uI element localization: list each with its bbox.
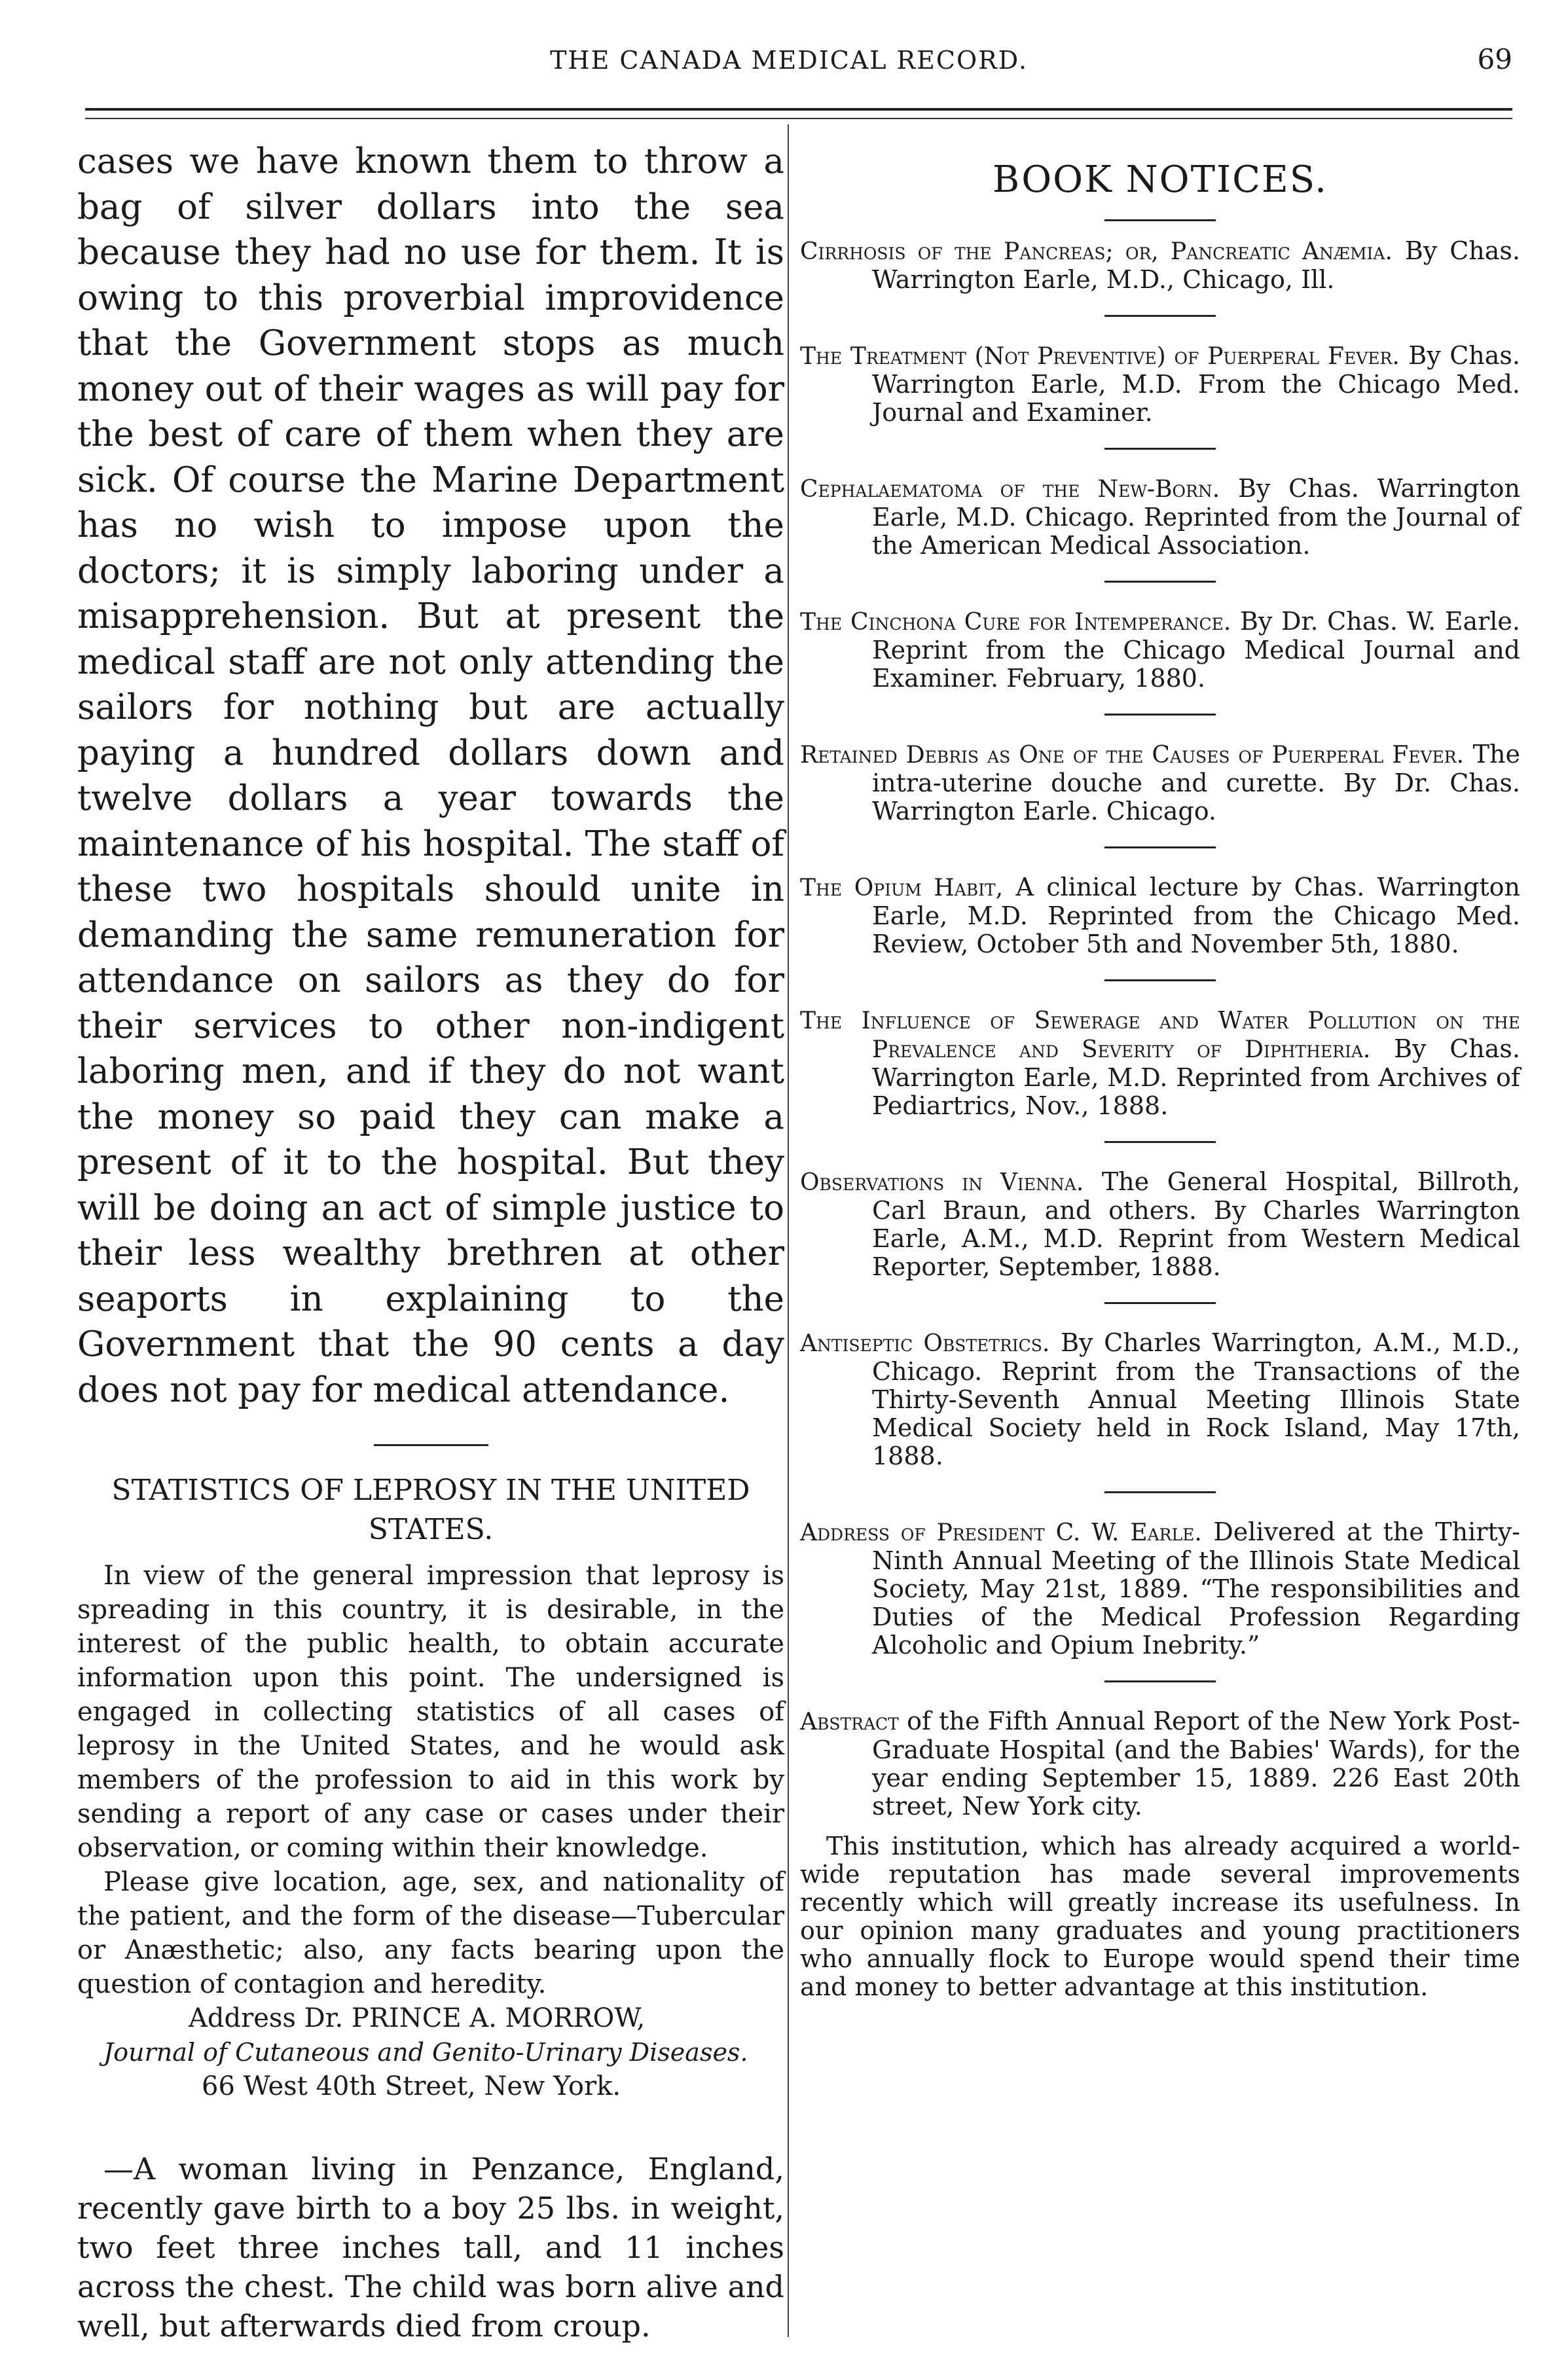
book-notice-title: Address of President C. W. Earle. [800, 1519, 1202, 1546]
book-notice-entry [800, 475, 1520, 560]
page-number: 69 [1477, 43, 1512, 75]
book-notice-entry [800, 1006, 1520, 1120]
book-notice-entry [800, 873, 1520, 958]
book-notice-detail: of the Fifth Annual Report of the New York Post-Graduate Hospital (and the Babies' Wards), for the year ending September 15, 1889. 226 East 20th street, New York city. [872, 1707, 1520, 1821]
leprosy-paragraph-2: Please give location, age, sex, and nationality of the patient, and the form of the disease—Tubercular or Anæsthetic; also, any facts bearing upon the question of contagion and heredity. [77, 1867, 784, 1999]
address-line: Address Dr. PRINCE A. MORROW, [189, 2003, 646, 2033]
left-column [77, 139, 784, 2346]
entry-rule [1104, 846, 1216, 848]
book-notice-title: The Opium Habit, [800, 875, 1004, 901]
book-notice-title: Retained Debris as One of the Causes of Puerperal Fever. [800, 742, 1465, 769]
book-notice-title: Abstract [800, 1709, 899, 1735]
column-divider [788, 124, 789, 2337]
book-notice-title: The Cinchona Cure for Intemperance. [800, 609, 1231, 636]
section-rule [374, 1444, 488, 1446]
entry-rule [1104, 581, 1216, 583]
book-notice-detail: A clinical lecture by Chas. Warrington Earle, M.D. Reprinted from the Chicago Med. Review, October 5th and November 5th, 1880. [872, 873, 1520, 958]
book-notice-detail: By Charles Warrington, A.M., M.D., Chicago. Reprint from the Transactions of the Thirty-Seventh Annual Meeting Illinois State Medical Society held in Rock Island, May 17th, 1888. [872, 1328, 1520, 1470]
book-notice-detail: By Chas. Warrington Earle, M.D., Chicago, Ill. [872, 236, 1521, 294]
entry-rule [1104, 448, 1216, 450]
book-notice-detail: By Chas. Warrington Earle, M.D. From the Chicago Med. Journal and Examiner. [872, 341, 1520, 427]
entry-rule [1104, 315, 1216, 317]
running-title: THE CANADA MEDICAL RECORD. [550, 46, 1028, 75]
closing-paragraph: This institution, which has already acquired a world-wide reputation has made several improvements recently which will greatly increase its usefulness. In our opinion many graduates and young practitioners who annually flock to Europe would spend their time and money to better advantage at this institution. [800, 1832, 1520, 2001]
news-item: —A woman living in Penzance, England, recently gave birth to a boy 25 lbs. in weight, two feet three inches tall, and 11 inches across the chest. The child was born alive and well, but afterwards died from croup. [77, 2151, 784, 2344]
book-notice-title: Antiseptic Obstetrics. [800, 1330, 1050, 1357]
book-notice-title: The Influence of Sewerage and Water Pollution on the Prevalence and Severity of Diphtheria. [800, 1007, 1520, 1063]
book-notice-detail: The intra-uterine douche and curette. By Dr. Chas. Warrington Earle. Chicago. [872, 740, 1520, 826]
book-notices-title: BOOK NOTICES. [993, 158, 1328, 201]
street-line: 66 West 40th Street, New York. [202, 2071, 621, 2101]
book-notice-detail: By Dr. Chas. W. Earle. Reprint from the Chicago Medical Journal and Examiner. February, 1880. [872, 607, 1520, 693]
book-notice-list [800, 237, 1520, 1821]
book-notice-entry [800, 1168, 1520, 1281]
book-notice-entry [800, 608, 1520, 693]
book-notice-title: Cephalaematoma of the New-Born. [800, 476, 1220, 503]
book-notice-entry [800, 1707, 1520, 1821]
editorial-text: cases we have known them to throw a bag of silver dollars into the sea because they had no use for them. It is owing to this proverbial improvidence that the Government stops as much money out of their wages as will pay for the best of care of them when they are sick. Of course the Marine Department has no wish to impose upon the doctors; it is simply laboring under a misapprehension. But at present the medical staff are not only attending the sailors for nothing but are actually paying a hundred dollars down and twelve dollars a year towards the maintenance of his hospital. The staff of these two hospitals should unite in demanding the same remuneration for attendance on sailors as they do for their services to other non-indigent laboring men, and if they do not want the money so paid they can make a present of it to the hospital. But they will be doing an act of simple justice to their less wealthy brethren at other seaports in explaining to the Government that the 90 cents a day does not pay for medical attendance. [77, 141, 784, 1410]
leprosy-heading: STATISTICS OF LEPROSY IN THE UNITED STATES. [111, 1474, 750, 1546]
book-notice-entry [800, 1518, 1520, 1660]
book-notice-entry [800, 342, 1520, 427]
book-notice-title: Observations in Vienna. [800, 1169, 1084, 1196]
book-notice-detail: The General Hospital, Billroth, Carl Braun, and others. By Charles Warrington Earle, A.M., M.D. Reprint from Western Medical Reporter, September, 1888. [872, 1167, 1521, 1281]
book-notice-detail: By Chas. Warrington Earle, M.D. Reprinted from Archives of Pediartrics, Nov., 1888. [872, 1034, 1521, 1120]
entry-rule [1104, 1491, 1216, 1493]
book-notice-title: The Treatment (Not Preventive) of Puerperal Fever. [800, 343, 1400, 370]
entry-rule [1104, 1141, 1216, 1143]
book-notice-entry [800, 237, 1520, 294]
title-rule [1104, 219, 1216, 221]
book-notice-title: Cirrhosis of the Pancreas; or, Pancreatic Anæmia. [800, 238, 1393, 265]
book-notice-detail: By Chas. Warrington Earle, M.D. Chicago. Reprinted from the Journal of the American Medical Association. [872, 474, 1520, 560]
book-notice-entry [800, 1329, 1520, 1470]
book-notice-detail: Delivered at the Thirty-Ninth Annual Meeting of the Illinois State Medical Society, May 21st, 1889. “The responsibilities and Duties of the Medical Profession Regarding Alcoholic and Opium Inebrity.” [872, 1517, 1521, 1660]
header-rule-thin [85, 118, 1512, 119]
running-header [65, 26, 1512, 92]
book-notice-entry [800, 740, 1520, 826]
entry-rule [1104, 714, 1216, 716]
entry-rule [1104, 1680, 1216, 1682]
entry-rule [1104, 979, 1216, 981]
editorial-paragraph [77, 139, 784, 1413]
right-column [800, 139, 1520, 2001]
leprosy-paragraph-1: In view of the general impression that leprosy is spreading in this country, it is desirable, in the interest of the public health, to obtain accurate information upon this point. The undersigned is engaged in collecting statistics of all cases of leprosy in the United States, and he would ask members of the profession to aid in this work by sending a report of any case or cases under their observation, or coming within their knowledge. [77, 1561, 784, 1863]
leprosy-notice [77, 1559, 784, 2001]
header-rule [85, 108, 1512, 111]
entry-rule [1104, 1302, 1216, 1304]
journal-line: Journal of Cutaneous and Genito-Urinary Diseases. [103, 2038, 748, 2067]
